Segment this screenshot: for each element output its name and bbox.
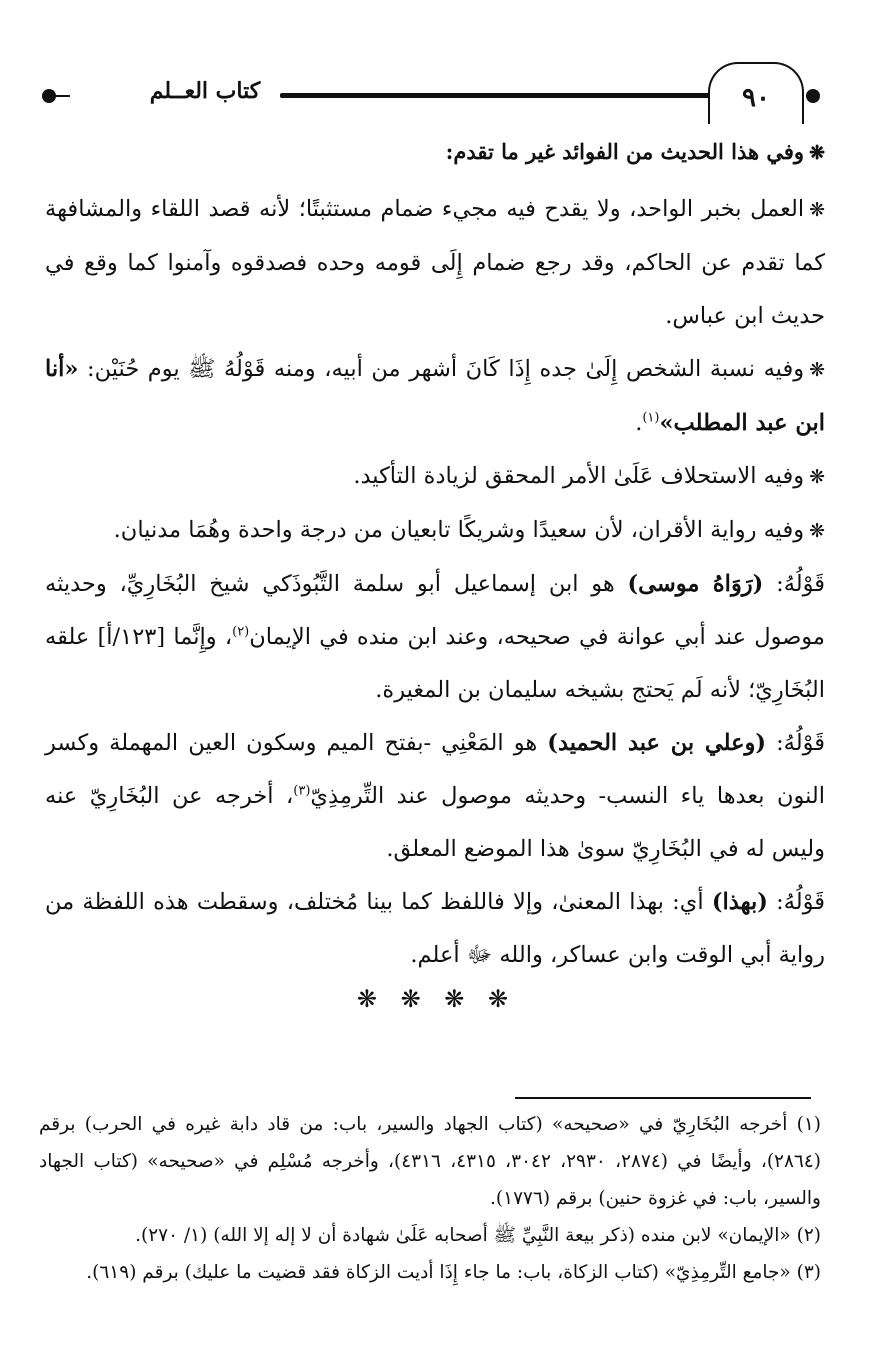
star-icon: ❋: [809, 520, 825, 542]
footnote-ref: (٣): [293, 783, 311, 799]
footnote-item: (٢) «الإيمان» لابن منده (ذكر بيعة النَّبِيِّ ﷺ أصحابه عَلَىٰ شهادة أن لا إله إلا الله) (١/ ٢٧٠).: [135, 1225, 821, 1246]
header-dot-right: [806, 89, 820, 103]
paragraph-text: هو المَعْنِي -بفتح الميم وسكون العين المهملة وكسر النون بعدها ياء النسب- وحديثه موصول عند التِّرمِذِيّ: [45, 730, 825, 809]
book-title: كتاب العــلم: [149, 78, 261, 104]
paragraph-tail: ، أخرجه عن البُخَارِيّ عنه وليس له في البُخَارِيّ سوىٰ هذا الموضع المعلق.: [45, 783, 825, 862]
footnote-ref: (١): [642, 410, 660, 426]
bold-term: (وعلي بن عبد الحميد): [547, 730, 767, 756]
quote-text: «أنا ابن عبد المطلب»: [45, 356, 825, 436]
footnote-divider: [515, 1097, 811, 1099]
section-ornament: ❋ ❋ ❋ ❋: [356, 985, 517, 1013]
paragraph-lead: قَوْلُهُ:: [776, 571, 825, 597]
paragraph: [45, 558, 825, 717]
header-rule: [280, 93, 748, 98]
paragraph-lead: قَوْلُهُ:: [776, 889, 825, 915]
star-icon: ❋: [809, 199, 825, 221]
page-header: [40, 62, 830, 132]
footnote-item: (٣) «جامع التِّرمِذِيّ» (كتاب الزكاة، باب: ما جاء إِذَا أديت الزكاة فقد قضيت ما عليك) برقم (٦١٩).: [86, 1262, 821, 1283]
star-icon: ❋: [809, 466, 825, 488]
paragraph-tail: ، وإِنَّما [١٢٣/أ] علقه البُخَارِيّ؛ لأنه لَم يَحتج بشيخه سليمان بن المغيرة.: [45, 624, 825, 703]
heading-text: وفي هذا الحديث من الفوائد غير ما تقدم:: [445, 139, 805, 164]
paragraph-text: أي: بهذا المعنىٰ، وإلا فاللفظ كما بينا مُختلف، وسقطت هذه اللفظة من رواية أبي الوقت وابن عساكر، والله ﷻ أعلم.: [45, 889, 825, 968]
header-rule-left: [54, 95, 70, 97]
paragraph-text: هو ابن إسماعيل أبو سلمة التَّبُوذَكي شيخ البُخَارِيِّ، وحديثه موصول عند أبي عوانة في صحيحه، وعند ابن منده في الإيمان: [45, 571, 825, 650]
footnote-item: (١) أخرجه البُخَارِيّ في «صحيحه» (كتاب الجهاد والسير، باب: من قاد دابة غيره في الحرب) برقم (٢٨٦٤)، وأيضًا في (٢٨٧٤، ٢٩٣٠، ٣٠٤٢، ٤٣١٥، ٤٣١٦)، وأخرجه مُسْلِم في «صحيحه» (كتاب الجهاد والسير، باب: في غزوة حنين) برقم (١٧٧٦).: [39, 1114, 822, 1209]
paragraph: [45, 717, 825, 876]
paragraph: [45, 876, 825, 982]
paragraph: [45, 343, 825, 450]
section-heading: [45, 132, 825, 173]
paragraph-lead: قَوْلُهُ:: [776, 730, 825, 756]
footnote-ref: (٢): [232, 624, 250, 640]
page-number: ٩٠: [708, 62, 804, 124]
paragraph: [45, 504, 825, 558]
paragraph-text: وفيه رواية الأقران، لأن سعيدًا وشريكًا تابعيان من درجة واحدة وهُمَا مدنيان.: [113, 517, 805, 543]
paragraph-text: وفيه الاستحلاف عَلَىٰ الأمر المحقق لزيادة التأكيد.: [353, 463, 805, 489]
star-icon: ❋: [809, 142, 825, 164]
paragraph-text: وفيه نسبة الشخص إِلَىٰ جده إِذَا كَانَ أشهر من أبيه، ومنه قَوْلُهُ ﷺ يوم حُنَيْن:: [87, 356, 805, 382]
paragraph-text: العمل بخبر الواحد، ولا يقدح فيه مجيء ضمام مستثبتًا؛ لأنه قصد اللقاء والمشافهة كما تقدم عن الحاكم، وقد رجع ضمام إِلَى قومه وحده فصدقوه وآمنوا كما وقع في حديث ابن عباس.: [45, 196, 825, 329]
bold-term: (رَوَاهُ موسى): [627, 571, 764, 597]
bold-term: (بهذا): [711, 889, 768, 915]
star-icon: ❋: [809, 359, 825, 381]
paragraph-tail: .: [635, 410, 643, 436]
paragraph: [45, 450, 825, 504]
main-text: [45, 132, 825, 982]
footnotes: [39, 1106, 821, 1291]
paragraph: [45, 183, 825, 343]
